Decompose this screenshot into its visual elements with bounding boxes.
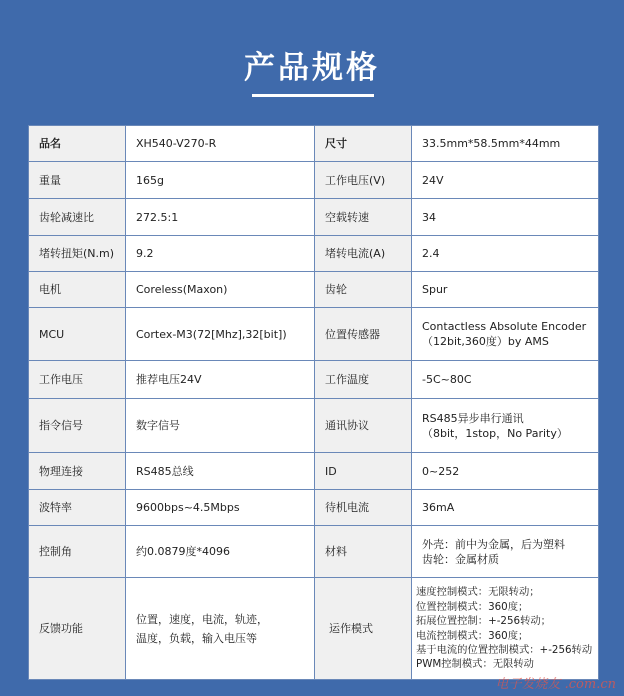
spec-label: 通讯协议	[315, 399, 412, 453]
spec-value-line: 位置，速度，电流，轨迹，	[136, 612, 268, 626]
table-row	[29, 490, 599, 526]
spec-value: 0~252	[412, 453, 599, 490]
mode-line: 位置控制模式：360度；	[416, 600, 529, 613]
table-row	[29, 162, 599, 199]
table-row	[29, 399, 599, 453]
spec-label: 堵转电流(A)	[315, 236, 412, 272]
spec-value-line: 外壳：前中为金属，后为塑料	[422, 537, 565, 551]
spec-label: 工作温度	[315, 361, 412, 399]
spec-value: Coreless(Maxon)	[126, 272, 315, 308]
spec-value: 165g	[126, 162, 315, 199]
mode-line: 电流控制模式：360度；	[416, 629, 529, 642]
mode-line: 基于电流的位置控制模式：+-256转动	[416, 643, 593, 656]
spec-label: MCU	[29, 308, 126, 361]
spec-label: 控制角	[29, 526, 126, 578]
spec-label: 待机电流	[315, 490, 412, 526]
spec-label: 尺寸	[315, 126, 412, 162]
spec-value	[412, 399, 599, 453]
spec-label: 齿轮	[315, 272, 412, 308]
spec-value	[412, 308, 599, 361]
spec-label: ID	[315, 453, 412, 490]
spec-value: 33.5mm*58.5mm*44mm	[412, 126, 599, 162]
spec-value: 约0.0879度*4096	[126, 526, 315, 578]
table-row	[29, 361, 599, 399]
spec-value: Spur	[412, 272, 599, 308]
spec-value: 34	[412, 199, 599, 236]
mode-line: 拓展位置控制：+-256转动；	[416, 615, 551, 628]
spec-value: 推荐电压24V	[126, 361, 315, 399]
spec-label: 工作电压(V)	[315, 162, 412, 199]
table-row	[29, 526, 599, 578]
spec-label: 反馈功能	[29, 578, 126, 680]
table-row	[29, 126, 599, 162]
watermark-logo: 电子发烧友 .com.cn	[495, 677, 616, 692]
table-row	[29, 453, 599, 490]
spec-label: 空载转速	[315, 199, 412, 236]
spec-value: RS485总线	[126, 453, 315, 490]
spec-value: 36mA	[412, 490, 599, 526]
spec-value: 272.5:1	[126, 199, 315, 236]
spec-value: 24V	[412, 162, 599, 199]
spec-label: 工作电压	[29, 361, 126, 399]
spec-value	[412, 526, 599, 578]
mode-line: 速度控制模式：无限转动；	[416, 586, 540, 599]
spec-label: 运作模式	[315, 578, 412, 680]
spec-label: 堵转扭矩(N.m)	[29, 236, 126, 272]
spec-value: 2.4	[412, 236, 599, 272]
mode-line: PWM控制模式：无限转动	[416, 658, 534, 671]
table-row	[29, 308, 599, 361]
spec-label: 指令信号	[29, 399, 126, 453]
spec-label: 材料	[315, 526, 412, 578]
spec-label: 齿轮减速比	[29, 199, 126, 236]
spec-value: -5C~80C	[412, 361, 599, 399]
spec-value: 9.2	[126, 236, 315, 272]
spec-label: 物理连接	[29, 453, 126, 490]
title-underline	[252, 94, 374, 97]
spec-label: 位置传感器	[315, 308, 412, 361]
spec-label: 品名	[29, 126, 126, 162]
table-row	[29, 272, 599, 308]
spec-value: 9600bps~4.5Mbps	[126, 490, 315, 526]
table-row	[29, 236, 599, 272]
spec-value	[126, 578, 315, 680]
spec-table	[28, 125, 599, 680]
spec-label: 电机	[29, 272, 126, 308]
spec-value: 数字信号	[126, 399, 315, 453]
spec-value-line: RS485异步串行通讯	[422, 411, 524, 425]
spec-value-line: 齿轮：金属材质	[422, 552, 499, 566]
table-row	[29, 199, 599, 236]
page-title: 产品规格	[244, 50, 380, 86]
spec-value-line: Contactless Absolute Encoder	[422, 320, 587, 333]
spec-value-line: 温度，负载，输入电压等	[136, 631, 257, 645]
spec-value-line: （8bit，1stop，No Parity）	[422, 426, 568, 440]
spec-value-line: （12bit,360度）by AMS	[422, 335, 549, 348]
spec-label: 波特率	[29, 490, 126, 526]
table-row	[29, 578, 599, 680]
spec-label: 重量	[29, 162, 126, 199]
spec-value: XH540-V270-R	[126, 126, 315, 162]
spec-value-modes	[412, 578, 599, 680]
spec-value: Cortex-M3(72[Mhz],32[bit])	[126, 308, 315, 361]
